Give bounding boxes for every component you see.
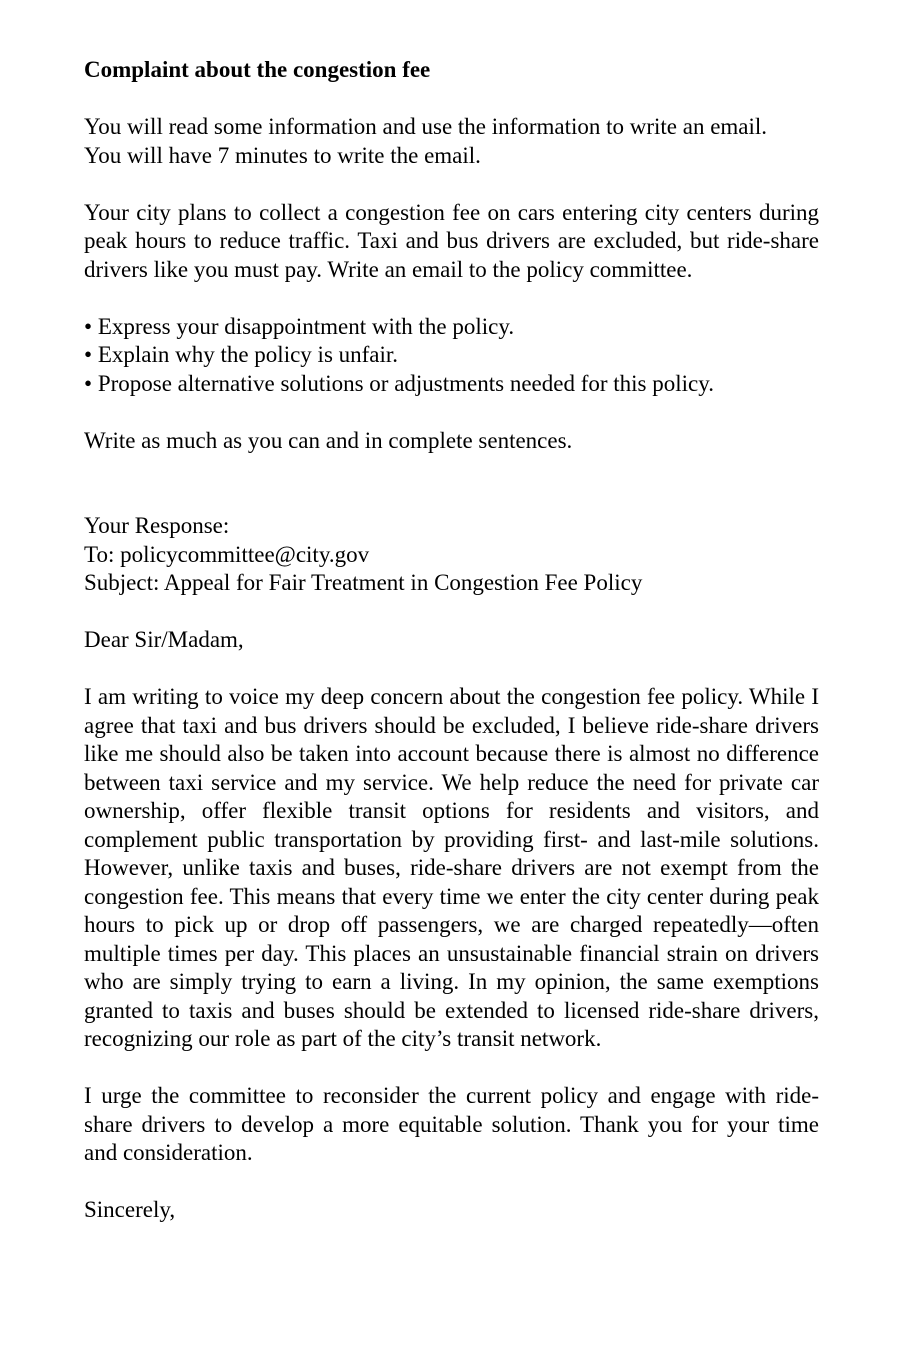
task-bullet-item bbox=[84, 341, 819, 370]
document-page bbox=[84, 56, 819, 1225]
task-title: Complaint about the congestion fee bbox=[84, 57, 431, 82]
bullet-text: Explain why the policy is unfair. bbox=[97, 342, 399, 367]
task-instruction: Write as much as you can and in complete sentences. bbox=[84, 427, 573, 453]
task-scenario: Your city plans to collect a congestion fee on cars entering city centers during peak hours to reduce traffic. Taxi and bus drivers are excluded, but ride-share drivers like you must pay. Write an email to the policy committee. bbox=[84, 199, 819, 282]
response-header bbox=[84, 512, 819, 598]
email-greeting: Dear Sir/Madam, bbox=[84, 627, 244, 652]
task-bullet-item bbox=[84, 370, 819, 399]
bullet-mark: • bbox=[84, 313, 93, 339]
bullet-text: Express your disappointment with the policy. bbox=[97, 313, 515, 339]
email-body-paragraph-1: I am writing to voice my deep concern about the congestion fee policy. While I agree that taxi and bus drivers should be excluded, I believe ride-share drivers like me should also be taken into account because there is almost no difference between taxi service and my service. We help reduce the need for private car ownership, offer flexible transit options for residents and visitors, and complement public transportation by providing first- and last-mile solutions. However, unlike taxis and buses, ride-share drivers are not exempt from the congestion fee. This means that every time we enter the city center during peak hours to pick up or drop off passengers, we are charged repeatedly—often multiple times per day. This places an unsustainable financial strain on drivers who are simply trying to earn a living. In my opinion, the same exemptions granted to taxis and buses should be extended to licensed ride-share drivers, recognizing our role as part of the city’s transit network. bbox=[84, 684, 819, 1051]
task-bullet-item bbox=[84, 313, 819, 342]
task-bullet-list bbox=[84, 313, 819, 399]
email-to: To: policycommittee@city.gov bbox=[84, 541, 370, 567]
email-closing: Sincerely, bbox=[84, 1197, 176, 1222]
intro-line-1: You will read some information and use the information to write an email. bbox=[84, 114, 768, 139]
bullet-text: Propose alternative solutions or adjustments needed for this policy. bbox=[97, 370, 715, 396]
email-body-paragraph-2: I urge the committee to reconsider the current policy and engage with ride-share drivers to develop a more equitable solution. Thank you for your time and consideration. bbox=[84, 1083, 819, 1165]
bullet-mark: • bbox=[84, 370, 93, 396]
bullet-mark: • bbox=[84, 342, 93, 367]
task-intro bbox=[84, 113, 819, 170]
section-spacer bbox=[84, 484, 819, 513]
intro-line-2: You will have 7 minutes to write the email. bbox=[84, 142, 481, 168]
email-subject: Subject: Appeal for Fair Treatment in Congestion Fee Policy bbox=[84, 570, 643, 595]
response-label: Your Response: bbox=[84, 513, 230, 538]
